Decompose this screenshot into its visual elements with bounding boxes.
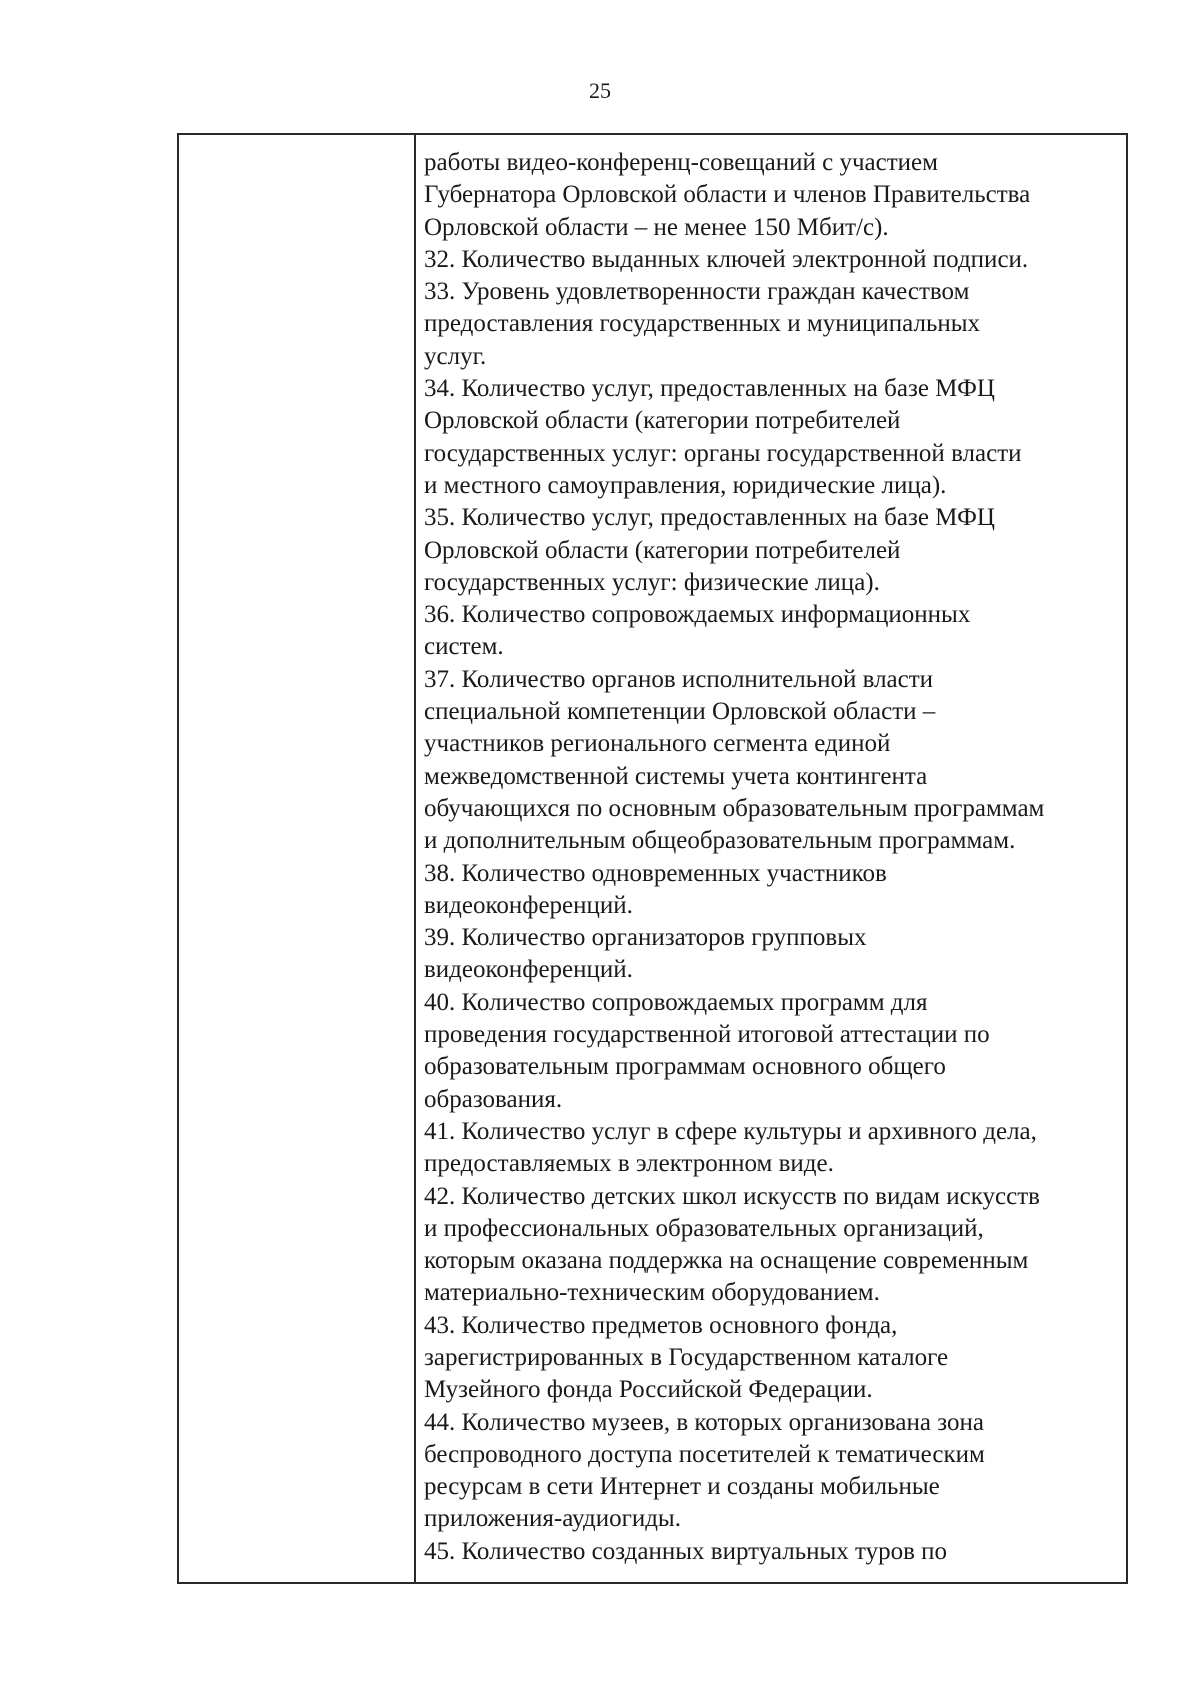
text-line: 39. Количество организаторов групповых xyxy=(424,924,867,952)
text-line: услуг. xyxy=(424,342,487,370)
text-line: межведомственной системы учета контингента xyxy=(424,762,928,790)
text-line: 43. Количество предметов основного фонда, xyxy=(424,1311,898,1339)
text-line: обучающихся по основным образовательным программам xyxy=(424,794,1045,822)
text-line: образования. xyxy=(424,1085,563,1113)
text-line: участников регионального сегмента единой xyxy=(424,730,891,758)
text-line: и профессиональных образовательных организаций, xyxy=(424,1214,984,1242)
text-line: ресурсам в сети Интернет и созданы мобильные xyxy=(424,1473,940,1501)
text-line: образовательным программам основного общего xyxy=(424,1053,946,1081)
text-line: 40. Количество сопровождаемых программ для xyxy=(424,988,928,1016)
text-line: 34. Количество услуг, предоставленных на базе МФЦ xyxy=(424,375,995,403)
text-line: государственных услуг: органы государственной власти xyxy=(424,439,1022,467)
text-line: 44. Количество музеев, в которых организована зона xyxy=(424,1408,984,1436)
text-line: беспроводного доступа посетителей к тематическим xyxy=(424,1440,985,1468)
text-line: государственных услуг: физические лица). xyxy=(424,568,880,596)
table-left-cell xyxy=(179,135,416,1582)
text-line: приложения-аудиогиды. xyxy=(424,1505,681,1533)
text-line: материально-техническим оборудованием. xyxy=(424,1279,880,1307)
text-line: 32. Количество выданных ключей электронной подписи. xyxy=(424,245,1029,273)
text-line: систем. xyxy=(424,633,504,661)
text-line: Орловской области – не менее 150 Мбит/с). xyxy=(424,213,889,241)
page-number: 25 xyxy=(589,78,611,103)
text-line: предоставляемых в электронном виде. xyxy=(424,1150,834,1178)
text-line: предоставления государственных и муниципальных xyxy=(424,310,981,338)
text-line: 36. Количество сопровождаемых информационных xyxy=(424,601,971,629)
text-line: видеоконференций. xyxy=(424,956,633,984)
text-line: 33. Уровень удовлетворенности граждан качеством xyxy=(424,278,970,306)
text-line: 45. Количество созданных виртуальных туров по xyxy=(424,1537,948,1565)
text-line: 37. Количество органов исполнительной власти xyxy=(424,665,934,693)
text-line: 42. Количество детских школ искусств по видам искусств xyxy=(424,1182,1040,1210)
text-line: и местного самоуправления, юридические лица). xyxy=(424,471,947,499)
text-line: Губернатора Орловской области и членов Правительства xyxy=(424,181,1031,209)
text-line: 35. Количество услуг, предоставленных на базе МФЦ xyxy=(424,504,995,532)
text-line: проведения государственной итоговой аттестации по xyxy=(424,1021,990,1049)
text-line: Орловской области (категории потребителей xyxy=(424,536,901,564)
indicator-table xyxy=(177,133,1128,1584)
text-line: Орловской области (категории потребителей xyxy=(424,407,901,435)
text-line: работы видео-конференц-совещаний с участием xyxy=(424,149,938,176)
table-right-cell xyxy=(416,135,1126,1582)
text-line: видеоконференций. xyxy=(424,891,633,919)
text-line: 41. Количество услуг в сфере культуры и архивного дела, xyxy=(424,1117,1037,1145)
text-line: зарегистрированных в Государственном каталоге xyxy=(424,1343,949,1371)
text-line: 38. Количество одновременных участников xyxy=(424,859,887,887)
text-line: Музейного фонда Российской Федерации. xyxy=(424,1376,873,1404)
text-line: специальной компетенции Орловской области – xyxy=(424,698,936,726)
text-line: и дополнительным общеобразовательным программам. xyxy=(424,827,1016,855)
text-line: которым оказана поддержка на оснащение современным xyxy=(424,1247,1029,1275)
